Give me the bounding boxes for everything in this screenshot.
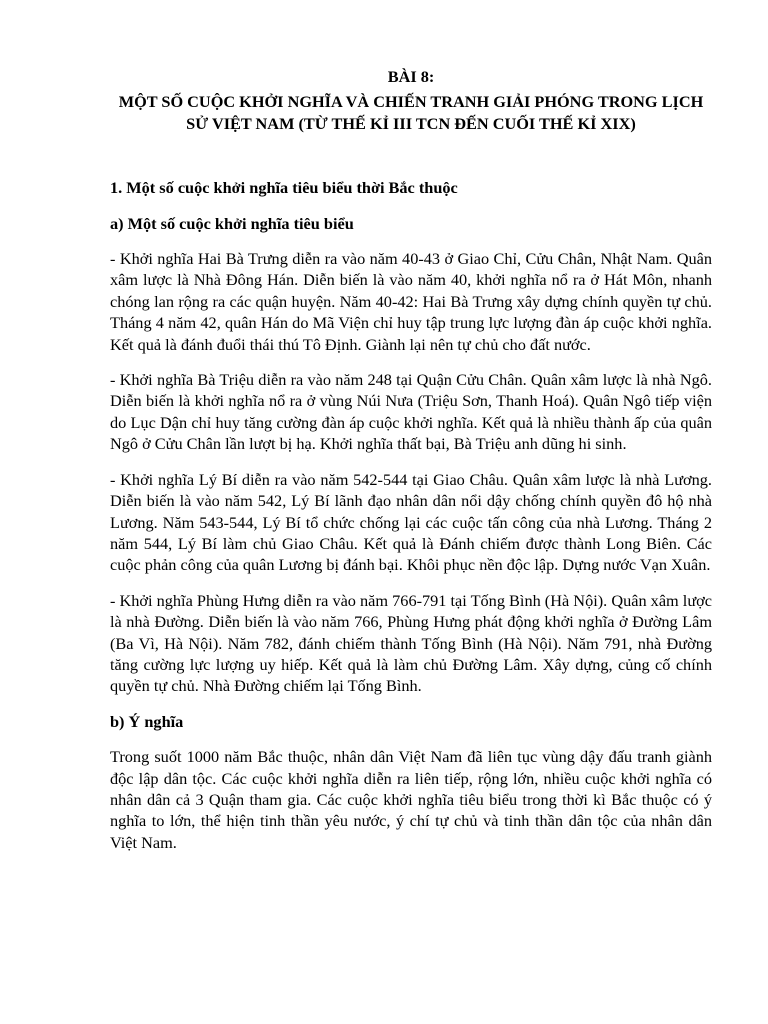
part-b-heading: b) Ý nghĩa <box>110 711 184 731</box>
lesson-label: BÀI 8: <box>387 67 435 86</box>
paragraph-y-nghia: Trong suốt 1000 năm Bắc thuộc, nhân dân Việt Nam đã liên tục vùng dậy đấu tranh giành độc lập dân tộc. Các cuộc khởi nghĩa diễn ra liên tiếp, rộng lớn, nhiều cuộc khởi nghĩa có nhân dân cả 3 Quận tham gia. Các cuộc khởi nghĩa tiêu biểu trong thời kì Bắc thuộc có ý nghĩa to lớn, thể hiện tinh thần yêu nước, ý chí tự chủ và tinh thần dân tộc của nhân dân Việt Nam. <box>110 747 712 852</box>
paragraph-phung-hung: - Khởi nghĩa Phùng Hưng diễn ra vào năm 766-791 tại Tống Bình (Hà Nội). Quân xâm lược là nhà Đường. Diễn biến là vào năm 766, Phùng Hưng phát động khởi nghĩa ở Đường Lâm (Ba Vì, Hà Nội). Năm 782, đánh chiếm thành Tống Bình (Hà Nội). Năm 791, nhà Đường tăng cường lực lượng uy hiếp. Kết quả là làm chủ Đường Lâm. Xây dựng, củng cố chính quyền tự chủ. Nhà Đường chiếm lại Tống Bình. <box>110 590 712 696</box>
part-a-heading: a) Một số cuộc khởi nghĩa tiêu biểu <box>110 213 354 233</box>
lesson-title: MỘT SỐ CUỘC KHỞI NGHĨA VÀ CHIẾN TRANH GIẢI PHÓNG TRONG LỊCH SỬ VIỆT NAM (TỪ THẾ KỈ III TCN ĐẾN CUỐI THẾ KỈ XIX) <box>118 92 704 133</box>
paragraph-ly-bi: - Khởi nghĩa Lý Bí diễn ra vào năm 542-544 tại Giao Châu. Quân xâm lược là nhà Lương. Diễn biến là vào năm 542, Lý Bí lãnh đạo nhân dân nổi dậy chống chính quyền đô hộ nhà Lương. Năm 543-544, Lý Bí tổ chức chống lại các cuộc tấn công của nhà Lương. Tháng 2 năm 544, Lý Bí làm chủ Giao Châu. Kết quả là Đánh chiếm được thành Long Biên. Các cuộc phản công của quân Lương bị đánh bại. Khôi phục nền độc lập. Dựng nước Vạn Xuân. <box>110 469 712 575</box>
document-page <box>110 66 712 853</box>
paragraph-hai-ba-trung: - Khởi nghĩa Hai Bà Trưng diễn ra vào năm 40-43 ở Giao Chỉ, Cửu Chân, Nhật Nam. Quân xâm lược là Nhà Đông Hán. Diễn biến là vào năm 40, khởi nghĩa nổ ra ở Hát Môn, nhanh chóng lan rộng ra các quận huyện. Năm 40-42: Hai Bà Trưng xây dựng chính quyền tự chủ. Tháng 4 năm 42, quân Hán do Mã Viện chỉ huy tập trung lực lượng đàn áp cuộc khởi nghĩa. Kết quả là đánh đuổi thái thú Tô Định. Giành lại nên tự chủ cho đất nước. <box>110 249 712 354</box>
paragraph-ba-trieu: - Khởi nghĩa Bà Triệu diễn ra vào năm 248 tại Quận Cửu Chân. Quân xâm lược là nhà Ngô. Diễn biến là khởi nghĩa nổ ra ở vùng Núi Nưa (Triệu Sơn, Thanh Hoá). Quân Ngô tiếp viện do Lục Dận chỉ huy tăng cường đàn áp cuộc khởi nghĩa. Kết quả là nhiều thành ấp của quân Ngô ở Cửu Chân lần lượt bị hạ. Khởi nghĩa thất bại, Bà Triệu anh dũng hi sinh. <box>110 370 712 454</box>
lesson-header <box>110 66 712 134</box>
section-1-heading: 1. Một số cuộc khởi nghĩa tiêu biểu thời Bắc thuộc <box>110 178 458 198</box>
